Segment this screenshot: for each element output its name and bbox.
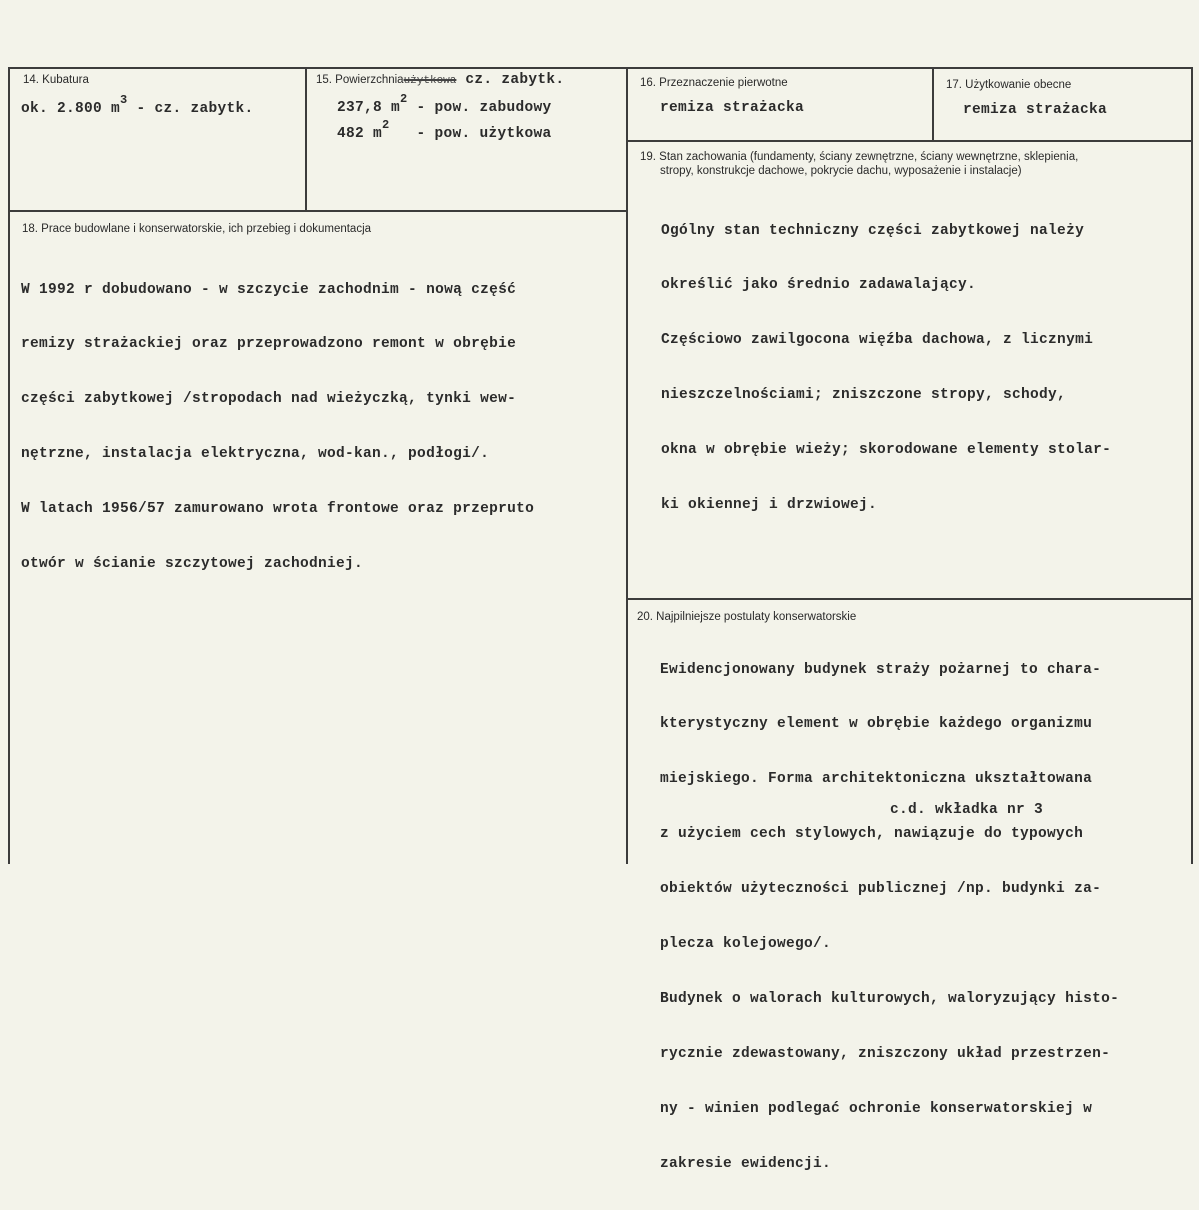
- kubatura-exponent: 3: [120, 93, 128, 107]
- divider-14-15: [305, 67, 307, 211]
- kubatura-label: 14. Kubatura: [23, 74, 89, 86]
- powierzchnia-line-1: [337, 92, 552, 116]
- top-rule: [8, 67, 1192, 69]
- pow-uzytkowa-number: 482 m: [337, 126, 383, 142]
- postulaty-text: [660, 624, 1119, 1210]
- pow-uzytkowa-exponent: 2: [382, 118, 390, 132]
- divider-16-17: [932, 67, 934, 141]
- powierzchnia-label-text: 15. Powierzchnia: [316, 74, 404, 86]
- przeznaczenie-label: 16. Przeznaczenie pierwotne: [640, 77, 788, 89]
- uzytkowanie-label: 17. Użytkowanie obecne: [946, 79, 1072, 91]
- powierzchnia-label: [316, 73, 564, 88]
- kubatura-note: - cz. zabytk.: [127, 101, 254, 117]
- postulaty-line: ny - winien podlegać ochronie konserwatorskiej w: [660, 1100, 1093, 1117]
- pow-uzytkowa-note: - pow. użytkowa: [389, 126, 552, 142]
- postulaty-line: miejskiego. Forma architektoniczna ukształtowana: [660, 771, 1093, 788]
- stan-text: [661, 185, 1111, 551]
- prace-line: nętrzne, instalacja elektryczna, wod-kan., podłogi/.: [21, 446, 490, 463]
- divider-main: [626, 67, 628, 864]
- postulaty-line: kterystyczny element w obrębie każdego organizmu: [660, 716, 1093, 733]
- prace-line: części zabytkowej /stropodach nad wieżyczką, tynki wew-: [21, 391, 517, 408]
- kubatura-number: ok. 2.800 m: [21, 101, 121, 117]
- stan-line: nieszczelnościami; zniszczone stropy, schody,: [661, 387, 1067, 404]
- prace-label: 18. Prace budowlane i konserwatorskie, ich przebieg i dokumentacja: [22, 223, 372, 235]
- stan-line: Ogólny stan techniczny części zabytkowej należy: [661, 222, 1085, 239]
- postulaty-line: Budynek o walorach kulturowych, waloryzujący histo-: [660, 990, 1120, 1007]
- powierzchnia-typed-suffix: cz. zabytk.: [456, 72, 565, 88]
- postulaty-line: Ewidencjonowany budynek straży pożarnej to chara-: [660, 661, 1102, 678]
- prace-line: remizy strażackiej oraz przeprowadzono remont w obrębie: [21, 336, 517, 353]
- stan-label-line-2: stropy, konstrukcje dachowe, pokrycie dachu, wyposażenie i instalacje): [660, 165, 1022, 177]
- right-border: [1191, 67, 1193, 864]
- powierzchnia-crossed-word: użytkowa: [403, 75, 457, 87]
- prace-text: [21, 244, 534, 610]
- pow-zabudowy-number: 237,8 m: [337, 100, 401, 116]
- postulaty-label: 20. Najpilniejsze postulaty konserwatorskie: [637, 611, 857, 623]
- pow-zabudowy-note: - pow. zabudowy: [407, 100, 552, 116]
- rule-row1-bottom: [628, 140, 1192, 142]
- postulaty-line: z użyciem cech stylowych, nawiązuje do typowych: [660, 826, 1084, 843]
- postulaty-line: obiektów użyteczności publicznej /np. budynki za-: [660, 881, 1102, 898]
- uzytkowanie-value: remiza strażacka: [963, 102, 1108, 118]
- stan-label-line-1: 19. Stan zachowania (fundamenty, ściany zewnętrzne, ściany wewnętrzne, sklepienia,: [640, 151, 1079, 163]
- pow-zabudowy-exponent: 2: [400, 92, 408, 106]
- stan-line: określić jako średnio zadawalający.: [661, 277, 977, 294]
- stan-line: ki okiennej i drzwiowej.: [661, 497, 878, 514]
- prace-line: otwór w ścianie szczytowej zachodniej.: [21, 556, 364, 573]
- prace-line: W latach 1956/57 zamurowano wrota frontowe oraz przepruto: [21, 501, 535, 518]
- przeznaczenie-value: remiza strażacka: [660, 100, 805, 116]
- stan-line: okna w obrębie wieży; skorodowane elementy stolar-: [661, 442, 1112, 459]
- postulaty-line: plecza kolejowego/.: [660, 936, 832, 953]
- kubatura-value: [21, 93, 254, 117]
- postulaty-line: zakresie ewidencji.: [660, 1155, 832, 1172]
- postulaty-line: rycznie zdewastowany, zniszczony układ przestrzen-: [660, 1045, 1111, 1062]
- rule-f20-top: [626, 598, 1192, 600]
- prace-line: W 1992 r dobudowano - w szczycie zachodnim - nową część: [21, 281, 517, 298]
- stan-line: Częściowo zawilgocona więźba dachowa, z licznymi: [661, 332, 1094, 349]
- rule-f14-f15-bottom: [8, 210, 628, 212]
- stan-label: [640, 150, 1078, 178]
- continuation-note: c.d. wkładka nr 3: [890, 802, 1044, 818]
- left-border: [8, 67, 10, 864]
- powierzchnia-line-2: [337, 118, 552, 142]
